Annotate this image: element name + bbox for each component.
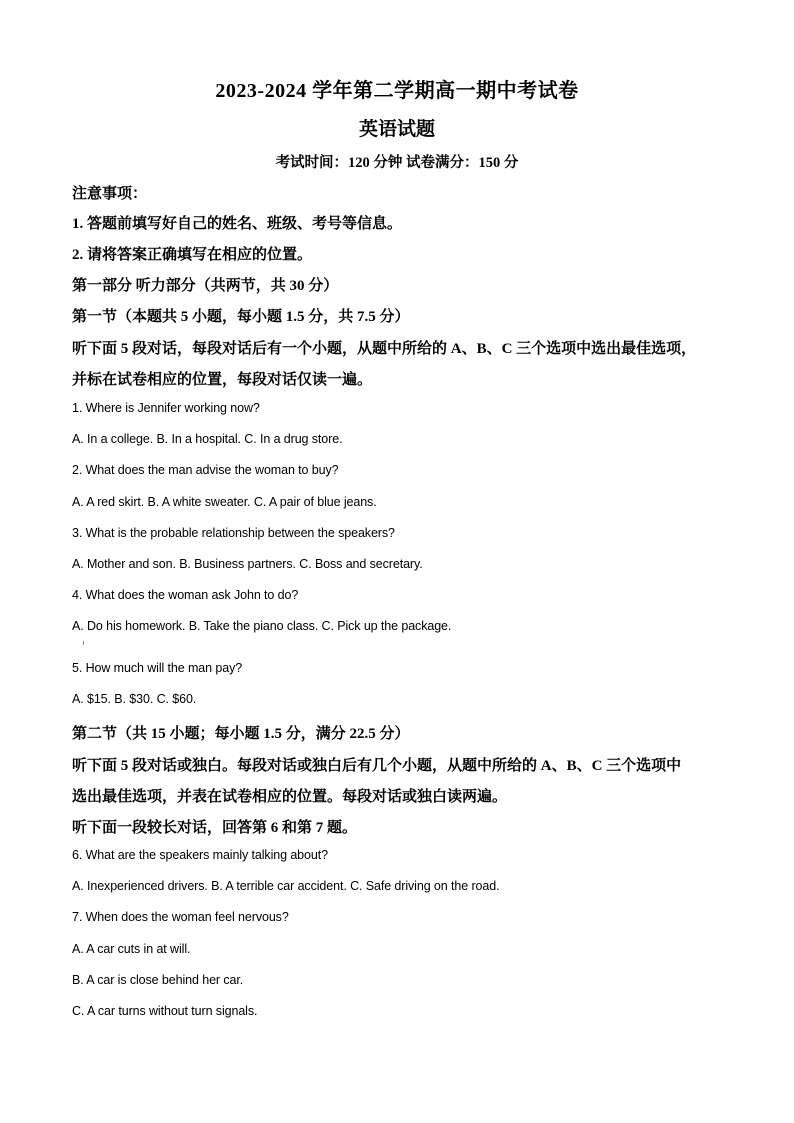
question-4: 4. What does the woman ask John to do? (72, 588, 299, 602)
exam-title: 2023-2024 学年第二学期高一期中考试卷 (215, 80, 579, 102)
question-5: 5. How much will the man pay? (72, 661, 243, 675)
question-2: 2. What does the man advise the woman to buy? (72, 463, 339, 477)
part1-heading: 第一部分 听力部分（共两节，共 30 分） (72, 278, 339, 294)
section2-instruction-line1: 听下面 5 段对话或独白。每段对话或独白后有几个小题，从题中所给的 A、B、C 三个选项中 (72, 758, 682, 774)
section2-sub-instruction: 听下面一段较长对话，回答第 6 和第 7 题。 (72, 820, 358, 836)
question-3-options: A. Mother and son. B. Business partners. C. Boss and secretary. (72, 557, 423, 571)
question-6-options: A. Inexperienced drivers. B. A terrible car accident. C. Safe driving on the road. (72, 879, 500, 893)
note-item-2: 2. 请将答案正确填写在相应的位置。 (72, 247, 313, 263)
subject-title: 英语试题 (358, 119, 435, 140)
question-6: 6. What are the speakers mainly talking about? (72, 848, 328, 862)
section1-heading: 第一节（本题共 5 小题，每小题 1.5 分，共 7.5 分） (72, 309, 410, 325)
question-5-options: A. $15. B. $30. C. $60. (72, 692, 197, 706)
question-2-options: A. A red skirt. B. A white sweater. C. A pair of blue jeans. (72, 495, 377, 509)
section2-instruction-line2: 选出最佳选项，并表在试卷相应的位置。每段对话或独白读两遍。 (72, 789, 508, 805)
question-7: 7. When does the woman feel nervous? (72, 910, 289, 924)
exam-info: 考试时间：120 分钟 试卷满分：150 分 (275, 155, 519, 171)
question-1-options: A. In a college. B. In a hospital. C. In a drug store. (72, 432, 343, 446)
note-item-1: 1. 答题前填写好自己的姓名、班级、考号等信息。 (72, 216, 403, 232)
question-3: 3. What is the probable relationship between the speakers? (72, 526, 395, 540)
section1-instruction-line1: 听下面 5 段对话，每段对话后有一个小题，从题中所给的 A、B、C 三个选项中选出最佳选项， (72, 341, 697, 357)
notes-heading: 注意事项： (72, 186, 148, 202)
question-1: 1. Where is Jennifer working now? (72, 401, 260, 415)
question-4-options: A. Do his homework. B. Take the piano class. C. Pick up the package. (72, 619, 452, 633)
section1-instruction-line2: 并标在试卷相应的位置，每段对话仅读一遍。 (72, 372, 373, 388)
question-7-option-b: B. A car is close behind her car. (72, 973, 244, 987)
section2-heading: 第二节（共 15 小题；每小题 1.5 分，满分 22.5 分） (72, 726, 410, 742)
scan-mark (83, 641, 84, 645)
question-7-option-a: A. A car cuts in at will. (72, 942, 191, 956)
question-7-option-c: C. A car turns without turn signals. (72, 1004, 258, 1018)
